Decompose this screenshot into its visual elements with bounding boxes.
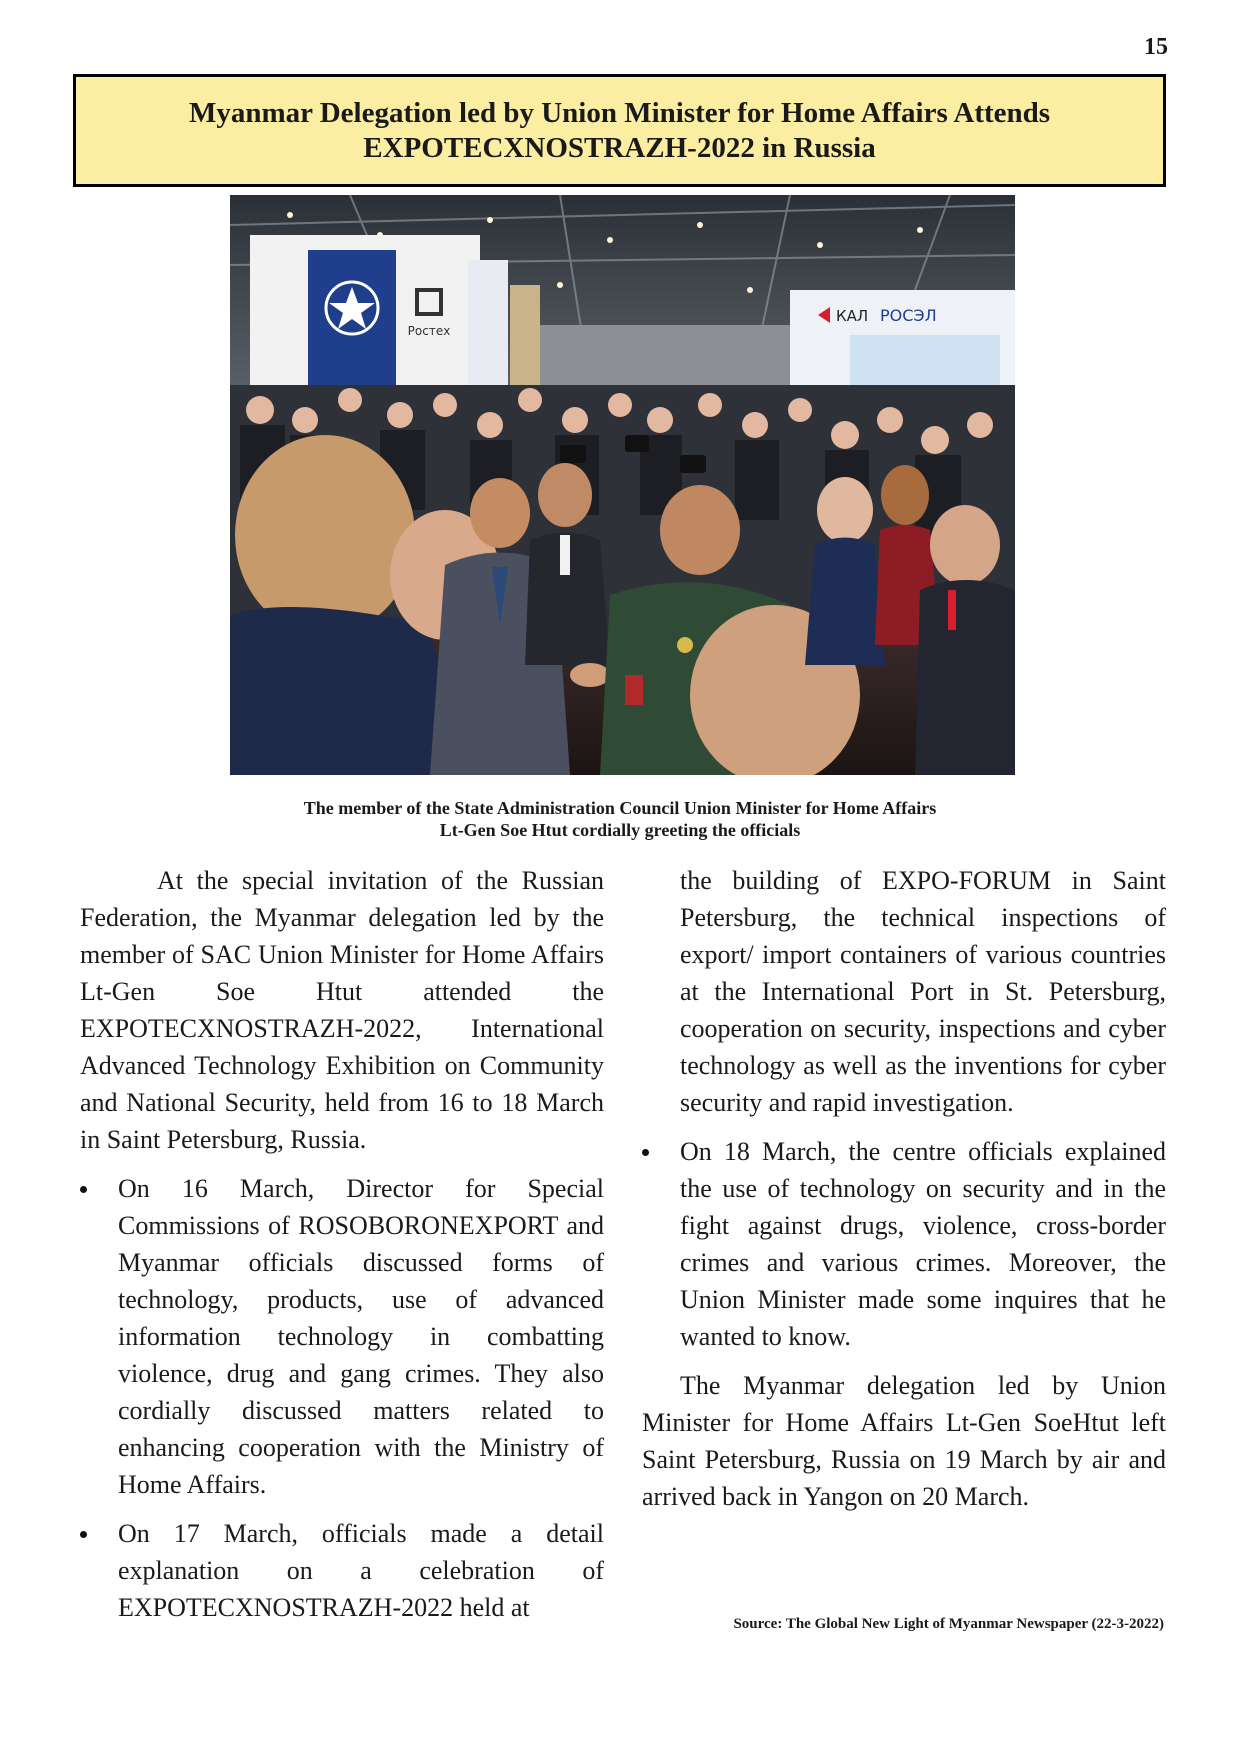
intro-paragraph: At the special invitation of the Russian Federation, the Myanmar delegation led by the member of SAC Union Minister for Home Affairs Lt-Gen Soe Htut attended the EXPOTECXNOSTRAZH-2022, International Advanced Technology Exhibition on Community and National Security, held from 16 to 18 March in Saint Petersburg, Russia. [80, 866, 604, 1154]
headline-line-1: Myanmar Delegation led by Union Minister for Home Affairs Attends [188, 96, 1051, 129]
headline-box [73, 74, 1166, 187]
headline-line-2: EXPOTECXNOSTRAZH-2022 in Russia [363, 131, 876, 164]
photo-illustration [230, 195, 1015, 775]
booth-sign-kal: КАЛ [836, 307, 869, 325]
booth-sign-rosel: РОСЭЛ [880, 306, 937, 325]
closing-paragraph: The Myanmar delegation led by Union Minister for Home Affairs Lt-Gen SoeHtut left Saint Petersburg, Russia on 19 March by air and arrived back in Yangon on 20 March. [642, 1371, 1166, 1511]
news-photo [230, 195, 1015, 775]
photo-caption [150, 797, 1090, 841]
bullet-item-18-march: On 18 March, the centre officials explained the use of technology on security and in the fight against drugs, violence, cross-border crimes and various crimes. Moreover, the Union Minister made some inquires that he wanted to know. [642, 1133, 1166, 1355]
caption-line-2: Lt-Gen Soe Htut cordially greeting the officials [439, 820, 801, 840]
bullet-item-17-march: On 17 March, officials made a detail explanation on a celebration of EXPOTECXNOSTRAZH-2022 held at [80, 1515, 604, 1626]
bullet-item-16-march: On 16 March, Director for Special Commissions of ROSOBORONEXPORT and Myanmar officials discussed forms of technology, products, use of advanced information technology in combatting violence, drug and gang crimes. They also cordially discussed matters related to enhancing cooperation with the Ministry of Home Affairs. [80, 1170, 604, 1503]
article-column-left [80, 862, 604, 1626]
booth-sign-rostec: Ростех [407, 324, 451, 338]
page-number: 15 [1144, 34, 1168, 60]
bullet-item-17-march-continued: the building of EXPO-FORUM in Saint Petersburg, the technical inspections of export/ import containers of various countries at the International Port in St. Petersburg, cooperation on security, inspections and cyber technology as well as the inventions for cyber security and rapid investigation. [680, 866, 1166, 1117]
caption-line-1: The member of the State Administration Council Union Minister for Home Affairs [303, 798, 937, 818]
source-credit: Source: The Global New Light of Myanmar Newspaper (22-3-2022) [733, 1616, 1164, 1632]
article-column-right [642, 862, 1166, 1515]
